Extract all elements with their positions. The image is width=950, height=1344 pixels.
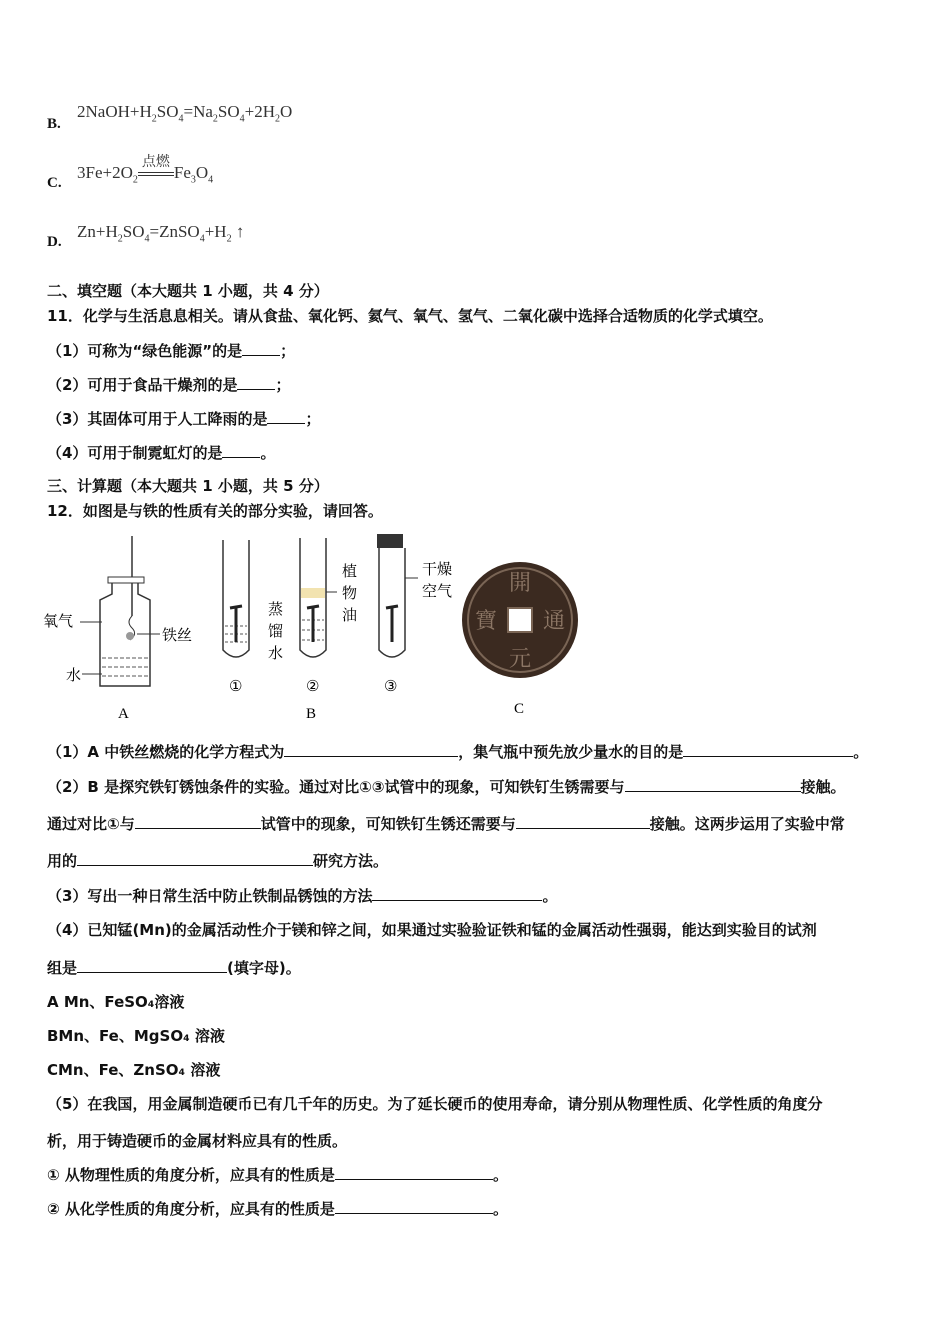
- label-tube-3: ③: [384, 679, 398, 695]
- option-letter-d: D.: [47, 234, 62, 250]
- q11-sub2: （2）可用于食品干燥剂的是 ；: [47, 376, 291, 394]
- label-b: B: [306, 706, 317, 722]
- label-oil-1: 植: [342, 562, 358, 580]
- q12-4-option-c: CMn、Fe、ZnSO₄ 溶液: [47, 1061, 221, 1079]
- ancient-coin-c: [462, 562, 578, 678]
- label-iron-wire: 铁丝: [162, 626, 193, 644]
- q12-2b: 通过对比①与 试管中的现象，可知铁钉生锈还需要与 接触。这两步运用了实验中常: [47, 815, 845, 833]
- test-tube-1: [223, 540, 249, 657]
- equation-b: $2NaOH+H_2SO_4=Na_2SO_4+2H_2O$: [77, 102, 293, 125]
- gas-jar-a: [80, 536, 160, 686]
- equation-d: $Zn+H_2SO_4=ZnSO_4+H_2$ ↑: [77, 222, 245, 245]
- section2-heading: 二、填空题（本大题共 1 小题，共 4 分）: [47, 282, 329, 300]
- q11-sub3: （3）其固体可用于人工降雨的是 ；: [47, 410, 321, 428]
- section3-heading: 三、计算题（本大题共 1 小题，共 5 分）: [47, 477, 329, 495]
- label-distilled-1: 蒸: [268, 600, 284, 618]
- reaction-condition: 点燃: [138, 163, 174, 183]
- q12-5a: （5）在我国，用金属制造硬币已有几千年的历史。为了延长硬币的使用寿命，请分别从物理性质、化学性质的角度分: [47, 1095, 823, 1113]
- label-oxygen: 氧气: [43, 612, 74, 630]
- q11-sub1: （1）可称为“绿色能源”的是 ；: [47, 342, 296, 360]
- q12-5b: 析，用于铸造硬币的金属材料应具有的性质。: [47, 1132, 348, 1150]
- label-tube-1: ①: [229, 679, 243, 695]
- equation-c: $3Fe+2O_2$ 点燃 $Fe_3O_4$: [77, 155, 214, 186]
- coin-char-right: 通: [542, 609, 566, 634]
- label-distilled-2: 馏: [268, 622, 284, 640]
- q11-sub4: （4）可用于制霓虹灯的是 。: [47, 444, 276, 462]
- q12-2a: （2）B 是探究铁钉锈蚀条件的实验。通过对比①③试管中的现象，可知铁钉生锈需要与 接触。: [47, 778, 846, 796]
- q12-3: （3）写出一种日常生活中防止铁制品锈蚀的方法 。: [47, 887, 558, 905]
- q12-2c: 用的 研究方法。: [47, 852, 389, 870]
- option-letter-b: B.: [47, 116, 61, 132]
- q12-4-option-b: BMn、Fe、MgSO₄ 溶液: [47, 1027, 225, 1045]
- label-tube-2: ②: [306, 679, 320, 695]
- label-distilled-3: 水: [268, 644, 284, 662]
- q12-4b: 组是 (填字母)。: [47, 959, 301, 977]
- coin-char-top: 開: [508, 571, 532, 596]
- label-water: 水: [66, 666, 82, 684]
- coin-char-bottom: 元: [508, 647, 532, 672]
- test-tube-2: [300, 538, 337, 657]
- label-oil-2: 物: [342, 584, 358, 602]
- q12-1: （1）A 中铁丝燃烧的化学方程式为 ，集气瓶中预先放少量水的目的是 。: [47, 743, 869, 761]
- label-oil-3: 油: [342, 606, 358, 624]
- question-12: 12．如图是与铁的性质有关的部分实验，请回答。: [47, 502, 383, 520]
- label-dry-1: 干燥: [422, 560, 453, 578]
- label-a: A: [118, 706, 129, 722]
- q12-4-option-a: A Mn、FeSO₄溶液: [47, 993, 185, 1011]
- q12-5-physical: ① 从物理性质的角度分析，应具有的性质是 。: [47, 1166, 508, 1184]
- option-letter-c: C.: [47, 175, 62, 191]
- label-c: C: [514, 701, 525, 717]
- q12-4a: （4）已知锰(Mn)的金属活动性介于镁和锌之间，如果通过实验验证铁和锰的金属活动性强弱，能达到实验目的试剂: [47, 921, 817, 939]
- q12-5-chemical: ② 从化学性质的角度分析，应具有的性质是 。: [47, 1200, 508, 1218]
- label-dry-2: 空气: [422, 582, 453, 600]
- question-11: 11．化学与生活息息相关。请从食盐、氧化钙、氦气、氧气、氢气、二氧化碳中选择合适物质的化学式填空。: [47, 307, 773, 325]
- test-tube-3: [377, 534, 418, 657]
- iron-experiment-figure: [40, 530, 620, 725]
- coin-char-left: 寶: [474, 609, 498, 634]
